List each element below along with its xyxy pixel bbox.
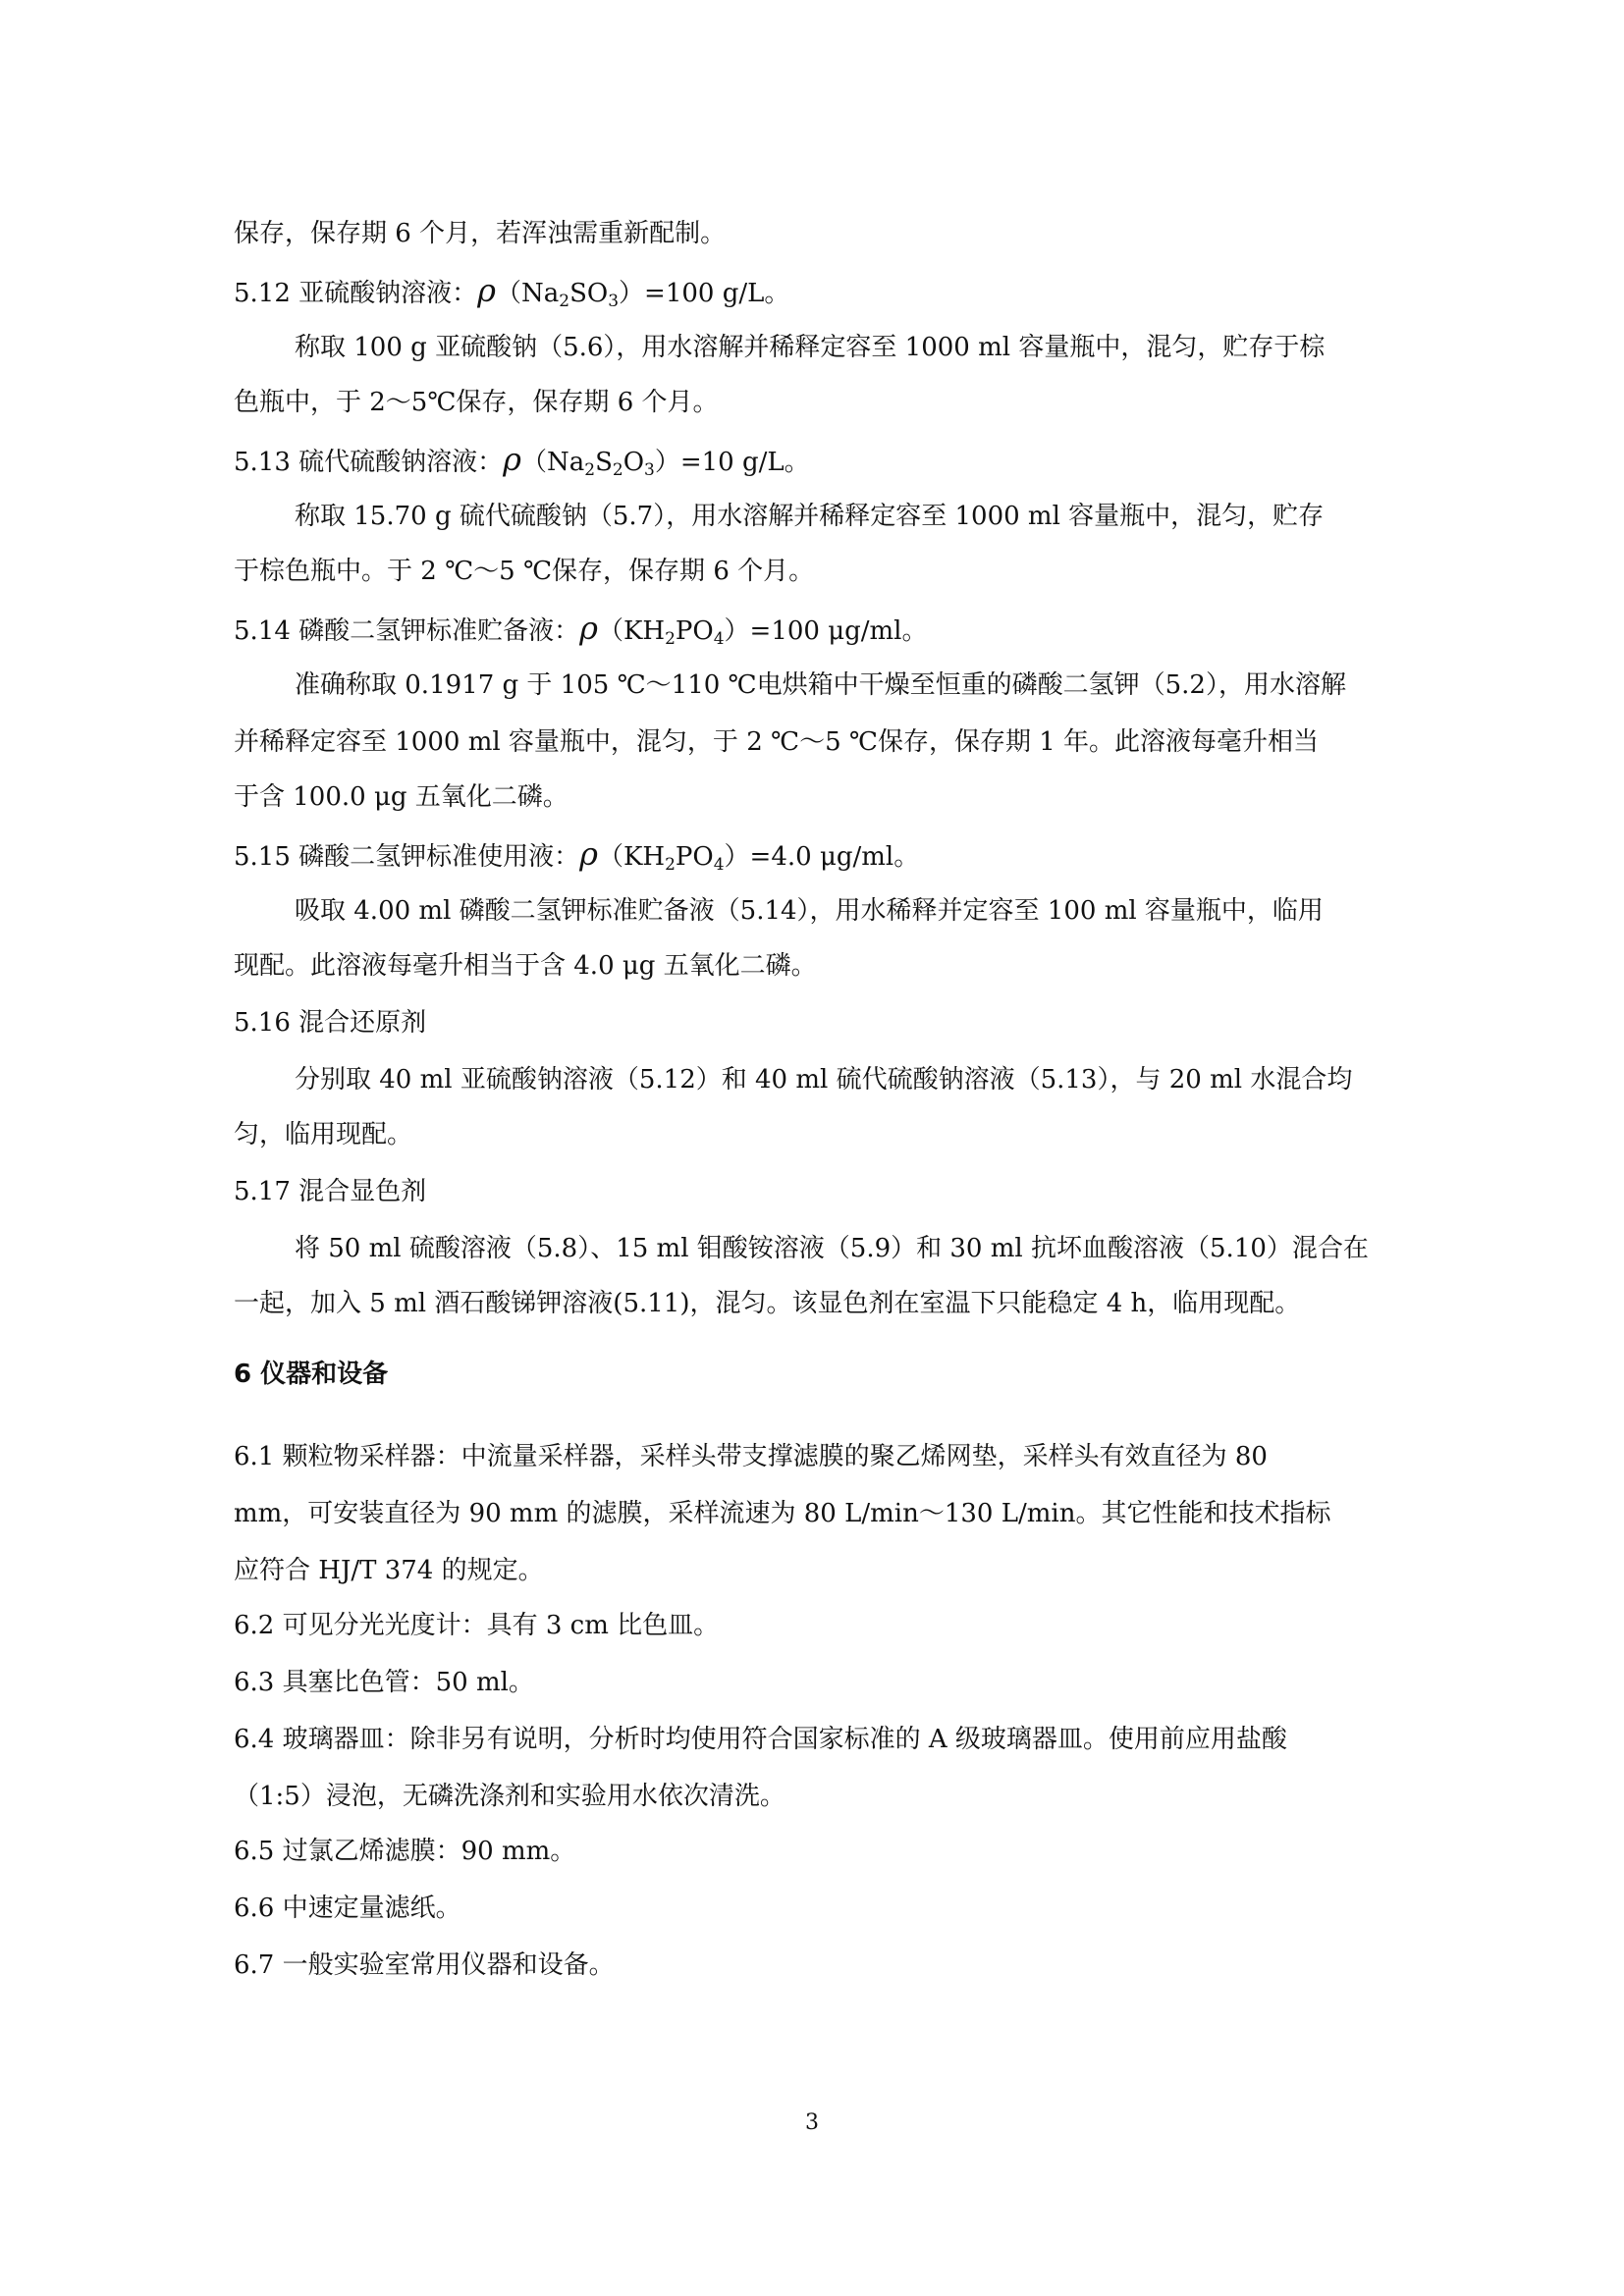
text-line: 称取 15.70 g 硫代硫酸钠（5.7），用水溶解并稀释定容至 1000 ml 容量瓶中，混匀，贮存 [295,502,1325,531]
text-line: 于含 100.0 μg 五氧化二磷。 [234,782,568,812]
formula-part: （Na [520,448,585,477]
section-6-heading: 6 仪器和设备 [234,1360,389,1389]
formula-suffix: ）=10 g/L。 [654,448,810,477]
text-line: 6.4 玻璃器皿：除非另有说明，分析时均使用符合国家标准的 A 级玻璃器皿。使用前应用盐酸 [234,1725,1287,1754]
formula-subscript: 2 [559,292,570,311]
text-line: 6.2 可见分光光度计：具有 3 cm 比色皿。 [234,1611,720,1640]
rho-symbol: ρ [579,610,598,647]
text-line: 称取 100 g 亚硫酸钠（5.6），用水溶解并稀释定容至 1000 ml 容量瓶中，混匀，贮存于棕 [295,333,1326,362]
section-prefix: 5.14 磷酸二氢钾标准贮备液： [234,616,580,646]
text-line: mm，可安装直径为 90 mm 的滤膜，采样流速为 80 L/min～130 L/min。其它性能和技术指标 [234,1499,1331,1528]
rho-symbol: ρ [579,835,598,873]
formula-part: SO [569,279,609,308]
formula-part: （Na [495,279,560,308]
text-line: 并稀释定容至 1000 ml 容量瓶中，混匀，于 2 ℃～5 ℃保存，保存期 1 年。此溶液每毫升相当 [234,727,1320,757]
text-line: 将 50 ml 硫酸溶液（5.8）、15 ml 钼酸铵溶液（5.9）和 30 ml 抗坏血酸溶液（5.10）混合在 [295,1234,1369,1263]
rho-symbol: ρ [477,272,496,309]
section-5-16-title: 5.16 混合还原剂 [234,1008,427,1038]
section-5-12-title [234,271,1402,313]
formula-part: PO [675,842,714,872]
formula-suffix: ）=100 μg/ml。 [724,616,928,646]
formula-subscript: 4 [713,629,725,649]
formula-subscript: 4 [713,855,725,875]
text-line: 现配。此溶液每毫升相当于含 4.0 μg 五氧化二磷。 [234,951,817,981]
rho-symbol: ρ [503,441,521,478]
text-line: 匀，临用现配。 [234,1120,413,1149]
text-line: 保存，保存期 6 个月，若浑浊需重新配制。 [234,219,727,248]
text-line: 吸取 4.00 ml 磷酸二氢钾标准贮备液（5.14），用水稀释并定容至 100 ml 容量瓶中，临用 [295,896,1324,926]
section-prefix: 5.15 磷酸二氢钾标准使用液： [234,842,580,872]
formula-subscript: 3 [644,460,655,480]
section-prefix: 5.13 硫代硫酸钠溶液： [234,448,504,477]
formula-part: S [595,448,613,477]
formula-subscript: 3 [608,292,620,311]
text-line: （1:5）浸泡，无磷洗涤剂和实验用水依次清洗。 [234,1782,785,1811]
page-number: 3 [805,2110,819,2135]
formula-subscript: 2 [665,629,676,649]
text-line: 于棕色瓶中。于 2 ℃～5 ℃保存，保存期 6 个月。 [234,557,815,586]
text-line: 准确称取 0.1917 g 于 105 ℃～110 ℃电烘箱中干燥至恒重的磷酸二氢钾（5.2），用水溶解 [295,670,1346,700]
section-5-14-title [234,609,1402,651]
text-line: 6.6 中速定量滤纸。 [234,1894,461,1923]
formula-part: O [623,448,645,477]
text-line: 分别取 40 ml 亚硫酸钠溶液（5.12）和 40 ml 硫代硫酸钠溶液（5.13），与 20 ml 水混合均 [295,1065,1353,1095]
section-5-17-title: 5.17 混合显色剂 [234,1177,427,1206]
section-5-15-title [234,834,1402,877]
text-line: 6.1 颗粒物采样器：中流量采样器，采样头带支撑滤膜的聚乙烯网垫，采样头有效直径为 80 [234,1442,1268,1471]
formula-part: PO [675,616,714,646]
formula-part: （KH [597,616,666,646]
formula-suffix: ）=4.0 μg/ml。 [724,842,920,872]
formula-subscript: 2 [584,460,596,480]
formula-subscript: 2 [612,460,623,480]
text-line: 6.3 具塞比色管：50 ml。 [234,1668,534,1697]
formula-subscript: 2 [665,855,676,875]
text-line: 一起，加入 5 ml 酒石酸锑钾溶液(5.11)，混匀。该显色剂在室温下只能稳定 4 h，临用现配。 [234,1289,1301,1318]
text-line: 6.5 过氯乙烯滤膜：90 mm。 [234,1837,576,1866]
text-line: 6.7 一般实验室常用仪器和设备。 [234,1950,615,1980]
formula-suffix: ）=100 g/L。 [619,279,790,308]
formula-part: （KH [597,842,666,872]
section-prefix: 5.12 亚硫酸钠溶液： [234,279,478,308]
section-5-13-title [234,440,1402,482]
text-line: 应符合 HJ/T 374 的规定。 [234,1556,544,1585]
text-line: 色瓶中，于 2～5℃保存，保存期 6 个月。 [234,388,719,417]
